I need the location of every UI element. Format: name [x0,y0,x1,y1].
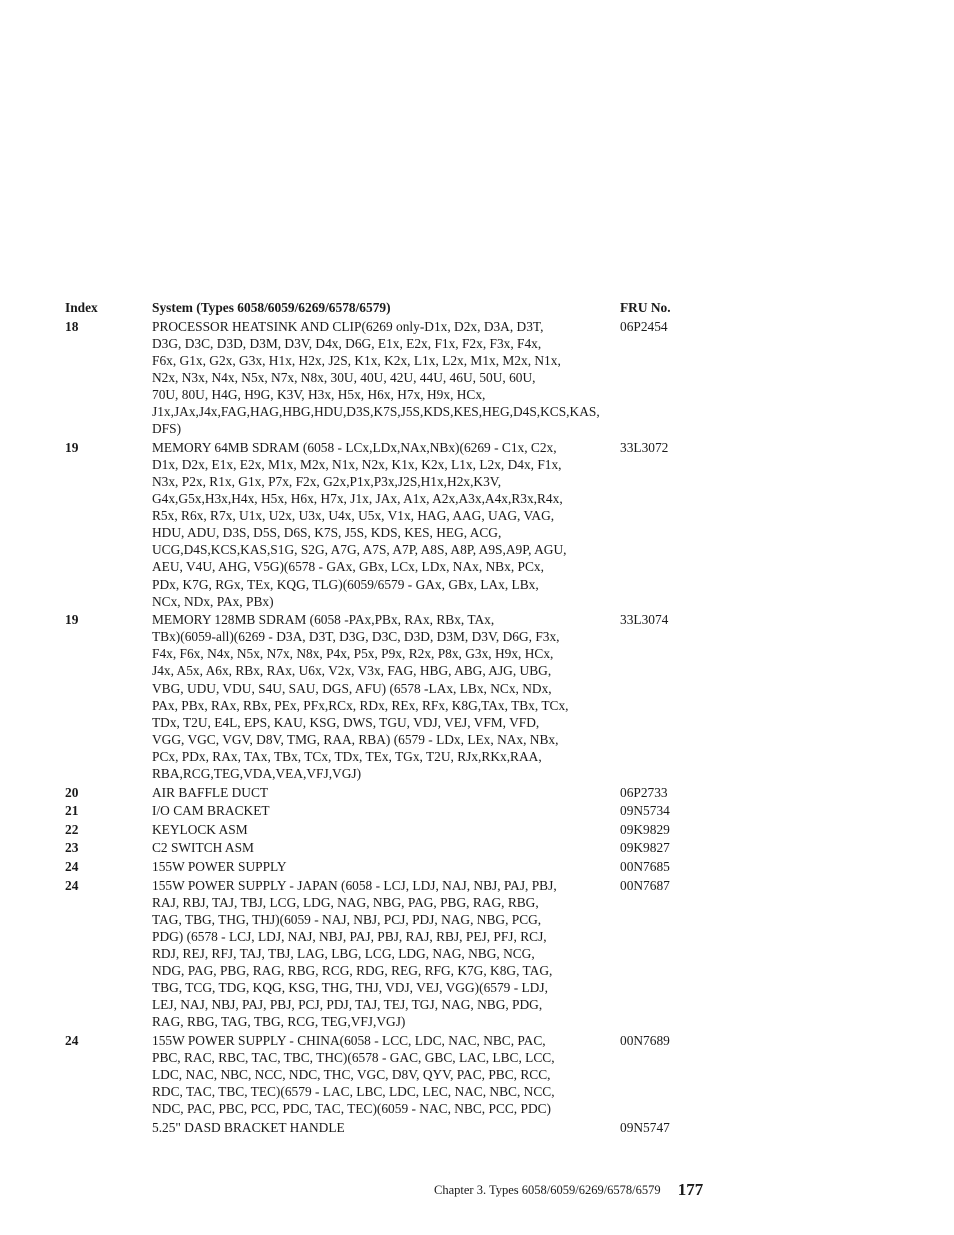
row-description [152,1032,620,1117]
table-row [65,439,695,610]
row-index: 21 [65,803,79,819]
description-line: PBC, RAC, RBC, TAC, TBC, THC)(6578 - GAC, GBC, LAC, LBC, LCC, [152,1050,555,1066]
description-line: G4x,G5x,H3x,H4x, H5x, H6x, H7x, J1x, JAx, A1x, A2x,A3x,A4x,R3x,R4x, [152,491,563,507]
description-line: MEMORY 128MB SDRAM (6058 -PAx,PBx, RAx, RBx, TAx, [152,612,495,628]
page-number: 177 [677,1180,704,1199]
description-line: RAG, RBG, TAG, TBG, RCG, TEG,VFJ,VGJ) [152,1014,406,1030]
table-body [65,318,695,1136]
row-index: 20 [65,784,79,800]
description-line: RAJ, RBJ, TAJ, TBJ, LCG, LDG, NAG, NBG, PAG, PBG, RAG, RBG, [152,894,539,910]
description-line: 155W POWER SUPPLY [152,859,287,874]
description-line: PROCESSOR HEATSINK AND CLIP(6269 only-D1x, D2x, D3A, D3T, [152,318,544,334]
description-line: 70U, 80U, H4G, H9G, K3V, H3x, H5x, H6x, H7x, H9x, HCx, [152,386,486,402]
row-fru-number: 00N7687 [620,877,670,893]
table-row [65,877,695,1031]
description-line: AIR BAFFLE DUCT [152,784,269,800]
row-fru-number: 09N5747 [620,1119,670,1135]
row-description [152,839,620,856]
description-line: PDx, K7G, RGx, TEx, KQG, TLG)(6059/6579 - GAx, GBx, LAx, LBx, [152,576,539,592]
description-line: N2x, N3x, N4x, N5x, N7x, N8x, 30U, 40U, 42U, 44U, 46U, 50U, 60U, [152,369,536,385]
row-index: 22 [65,821,79,837]
description-line: RDJ, REJ, RFJ, TAJ, TBJ, LAG, LBG, LCG, LDG, NAG, NBG, NCG, [152,945,535,961]
description-line: 5.25" DASD BRACKET HANDLE [152,1119,345,1135]
row-fru-number: 33L3074 [620,612,669,628]
row-index: 24 [65,1032,79,1048]
row-fru-number: 09K9827 [620,840,670,856]
row-fru-number: 09K9829 [620,821,670,837]
description-line: NDG, PAG, PBG, RAG, RBG, RCG, RDG, REG, RFG, K7G, K8G, TAG, [152,963,553,979]
row-index: 24 [65,877,79,893]
header-fru: FRU No. [620,300,671,315]
row-index: 19 [65,439,79,455]
description-line: 155W POWER SUPPLY - JAPAN (6058 - LCJ, LDJ, NAJ, NBJ, PAJ, PBJ, [152,877,557,893]
description-line: NDC, PAC, PBC, PCC, PDC, TAC, TEC)(6059 - NAC, NBC, PCC, PDC) [152,1101,552,1117]
row-fru-number: 06P2733 [620,784,668,800]
row-index: 18 [65,318,79,334]
description-line: J4x, A5x, A6x, RBx, RAx, U6x, V2x, V3x, FAG, HBG, ABG, AJG, UBG, [152,663,552,679]
table-row [65,858,695,875]
row-description [152,439,620,610]
table-header-row [65,299,695,316]
description-line: D1x, D2x, E1x, E2x, M1x, M2x, N1x, N2x, K1x, K2x, L1x, L2x, D4x, F1x, [152,456,562,472]
description-line: RBA,RCG,TEG,VDA,VEA,VFJ,VGJ) [152,766,362,782]
description-line: F4x, F6x, N4x, N5x, N7x, N8x, P4x, P5x, P9x, R2x, P8x, G3x, H9x, HCx, [152,646,554,662]
description-line: UCG,D4S,KCS,KAS,S1G, S2G, A7G, A7S, A7P, A8S, A8P, A9S,A9P, AGU, [152,542,567,558]
row-description [152,784,620,801]
table-row [65,802,695,819]
description-line: F6x, G1x, G2x, G3x, H1x, H2x, J2S, K1x, K2x, L1x, L2x, M1x, M2x, N1x, [152,352,561,368]
description-line: PCx, PDx, RAx, TAx, TBx, TCx, TDx, TEx, TGx, T2U, RJx,RKx,RAA, [152,748,542,764]
description-line: TAG, TBG, THG, THJ)(6059 - NAJ, NBJ, PCJ, PDJ, NAG, NBG, PCG, [152,911,542,927]
description-line: PAx, PBx, RAx, RBx, PEx, PFx,RCx, RDx, REx, RFx, K8G,TAx, TBx, TCx, [152,697,569,713]
header-system: System (Types 6058/6059/6269/6578/6579) [152,300,391,315]
description-line: N3x, P2x, R1x, G1x, P7x, F2x, G2x,P1x,P3x,J2S,H1x,H2x,K3V, [152,473,502,489]
row-description [152,877,620,1031]
row-fru-number: 06P2454 [620,318,668,334]
description-line: HDU, ADU, D3S, D5S, D6S, K7S, J5S, KDS, KES, HEG, ACG, [152,525,502,541]
fru-parts-table [65,299,695,1138]
row-description [152,1119,620,1136]
row-fru-number: 00N7685 [620,859,670,874]
row-index: 23 [65,840,79,856]
row-description [152,821,620,838]
description-line: TDx, T2U, E4L, EPS, KAU, KSG, DWS, TGU, VDJ, VEJ, VFM, VFD, [152,714,540,730]
row-fru-number: 33L3072 [620,439,669,455]
description-line: MEMORY 64MB SDRAM (6058 - LCx,LDx,NAx,NBx)(6269 - C1x, C2x, [152,439,557,455]
header-index: Index [65,300,98,315]
table-row [65,318,695,438]
description-line: TBG, TCG, TDG, KQG, KSG, THG, THJ, VDJ, VEJ, VGG)(6579 - LDJ, [152,980,548,996]
row-fru-number: 00N7689 [620,1032,670,1048]
description-line: C2 SWITCH ASM [152,840,254,856]
table-row [65,1032,695,1117]
table-row [65,784,695,801]
description-line: LDC, NAC, NBC, NCC, NDC, THC, VGC, D8V, QYV, PAC, PBC, RCC, [152,1067,551,1083]
description-line: I/O CAM BRACKET [152,803,270,819]
description-line: TBx)(6059-all)(6269 - D3A, D3T, D3G, D3C, D3D, D3M, D3V, D6G, F3x, [152,629,560,645]
table-row [65,1119,695,1136]
chapter-title: Chapter 3. Types 6058/6059/6269/6578/6579 [434,1183,661,1197]
row-index: 19 [65,612,79,628]
description-line: RDC, TAC, TBC, TEC)(6579 - LAC, LBC, LDC, LEC, NAC, NBC, NCC, [152,1084,555,1100]
row-index: 24 [65,859,79,874]
row-description [152,318,620,438]
description-line: 155W POWER SUPPLY - CHINA(6058 - LCC, LDC, NAC, NBC, PAC, [152,1032,546,1048]
description-line: D3G, D3C, D3D, D3M, D3V, D4x, D6G, E1x, E2x, F1x, F2x, F3x, F4x, [152,335,542,351]
row-description [152,858,620,875]
description-line: DFS) [152,421,182,437]
table-row [65,821,695,838]
description-line: AEU, V4U, AHG, V5G)(6578 - GAx, GBx, LCx, LDx, NAx, NBx, PCx, [152,559,544,575]
description-line: J1x,JAx,J4x,FAG,HAG,HBG,HDU,D3S,K7S,J5S,KDS,KES,HEG,D4S,KCS,KAS, [152,404,600,420]
description-line: NCx, NDx, PAx, PBx) [152,593,274,609]
page-footer [434,1180,703,1200]
description-line: LEJ, NAJ, NBJ, PAJ, PBJ, PCJ, PDJ, TAJ, TEJ, TGJ, NAG, NBG, PDG, [152,997,543,1013]
description-line: R5x, R6x, R7x, U1x, U2x, U3x, U4x, U5x, V1x, HAG, AAG, UAG, VAG, [152,508,555,524]
row-fru-number: 09N5734 [620,803,670,819]
description-line: PDG) (6578 - LCJ, LDJ, NAJ, NBJ, PAJ, PBJ, RAJ, RBJ, PEJ, PFJ, RCJ, [152,928,547,944]
row-description [152,611,620,782]
description-line: VBG, UDU, VDU, S4U, SAU, DGS, AFU) (6578 -LAx, LBx, NCx, NDx, [152,680,552,696]
table-row [65,839,695,856]
description-line: VGG, VGC, VGV, D8V, TMG, RAA, RBA) (6579 - LDx, LEx, NAx, NBx, [152,731,559,747]
table-row [65,611,695,782]
description-line: KEYLOCK ASM [152,821,248,837]
row-description [152,802,620,819]
